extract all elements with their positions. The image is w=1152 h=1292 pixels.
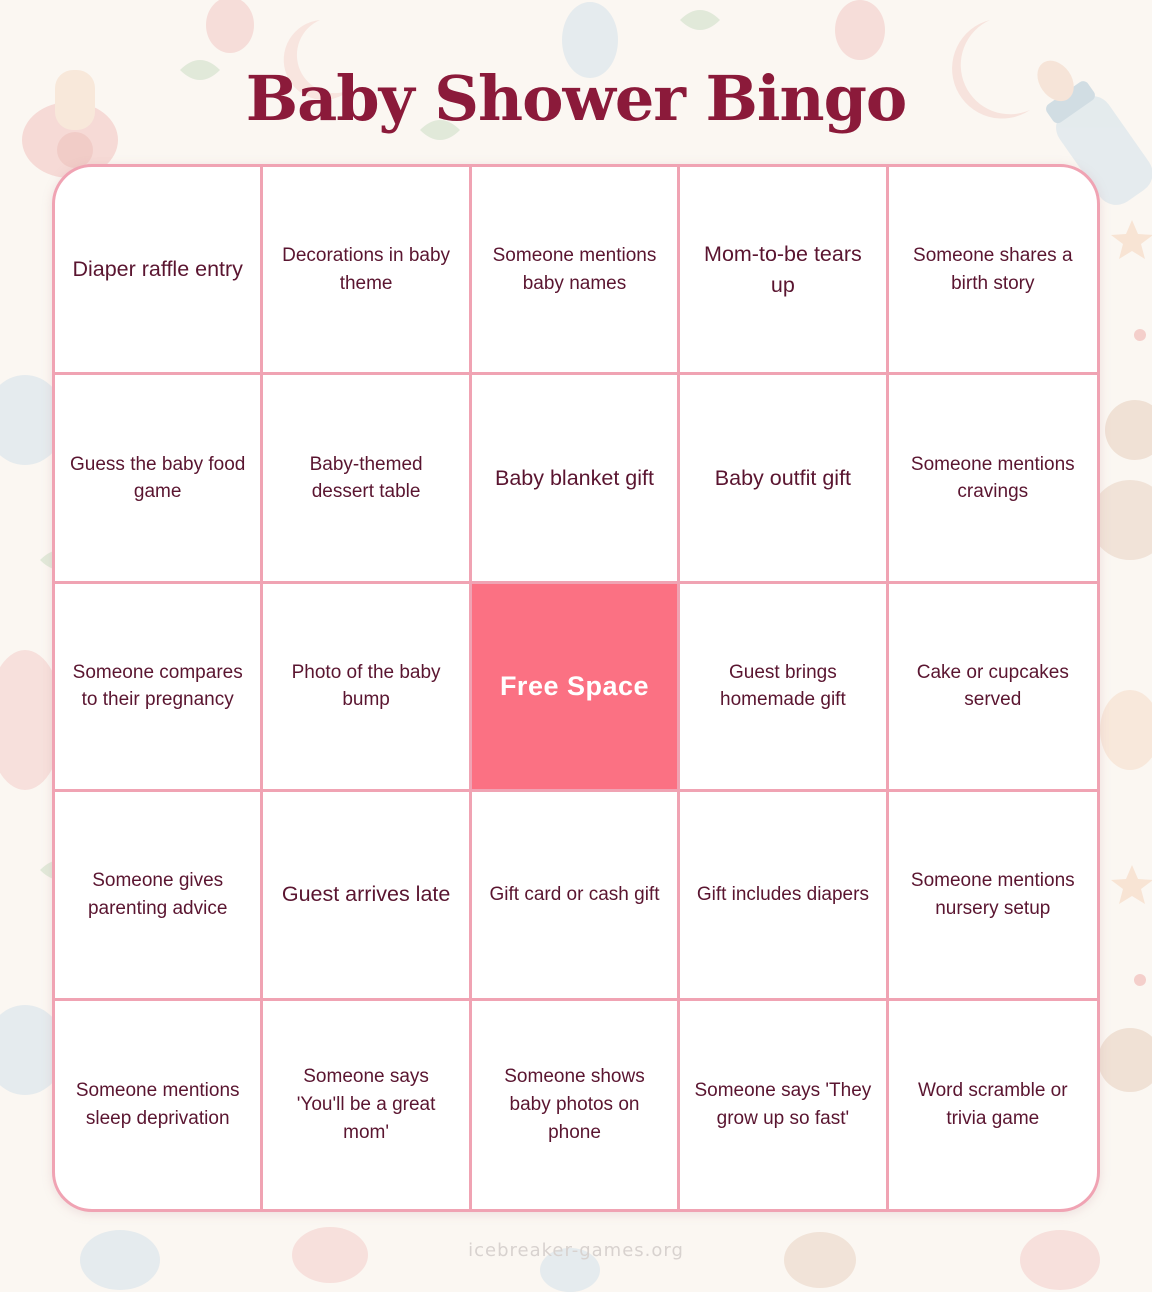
bingo-cell[interactable]: Word scramble or trivia game [917, 1080, 1068, 1129]
bingo-cell[interactable]: Guest arrives late [263, 792, 471, 1000]
bingo-cell[interactable]: Baby blanket gift [472, 375, 680, 583]
footer-credit: icebreaker-games.org [468, 1240, 684, 1261]
bingo-cell[interactable]: Guest brings homemade gift [680, 584, 888, 792]
page-title: Baby Shower Bingo [245, 62, 907, 135]
bingo-cell[interactable]: Someone gives parenting advice [55, 792, 263, 1000]
bingo-cell[interactable]: Mom-to-be tears up [680, 167, 888, 375]
bingo-cell[interactable]: Someone mentions sleep deprivation [55, 1001, 263, 1209]
bingo-cell[interactable]: Someone shows baby photos on phone [472, 1001, 680, 1209]
bingo-cell[interactable]: Someone says 'They grow up so fast' [680, 1001, 888, 1209]
bingo-cell[interactable]: Someone mentions nursery setup [889, 792, 1097, 1000]
bingo-cell[interactable]: Baby-themed dessert table [263, 375, 471, 583]
free-space-cell[interactable]: Free Space [472, 584, 680, 792]
bingo-cell[interactable]: Cake or cupcakes served [889, 584, 1097, 792]
bingo-cell[interactable]: Someone mentions baby names [472, 167, 680, 375]
bingo-cell[interactable]: Someone says 'You'll be a great mom' [263, 1001, 471, 1209]
bingo-board [52, 164, 1100, 1212]
bingo-cell[interactable]: Guess the baby food game [55, 375, 263, 583]
bingo-cell[interactable]: Photo of the baby bump [263, 584, 471, 792]
bingo-cell[interactable]: Gift includes diapers [680, 792, 888, 1000]
bingo-cell[interactable]: Gift card or cash gift [472, 792, 680, 1000]
bingo-cell[interactable]: Decorations in baby theme [263, 167, 471, 375]
bingo-cell[interactable]: Someone compares to their pregnancy [55, 584, 263, 792]
bingo-cell[interactable]: Baby outfit gift [680, 375, 888, 583]
bingo-cell[interactable]: Diaper raffle entry [55, 167, 263, 375]
bingo-cell[interactable]: Someone shares a birth story [889, 167, 1097, 375]
bingo-cell[interactable]: Someone mentions cravings [889, 375, 1097, 583]
